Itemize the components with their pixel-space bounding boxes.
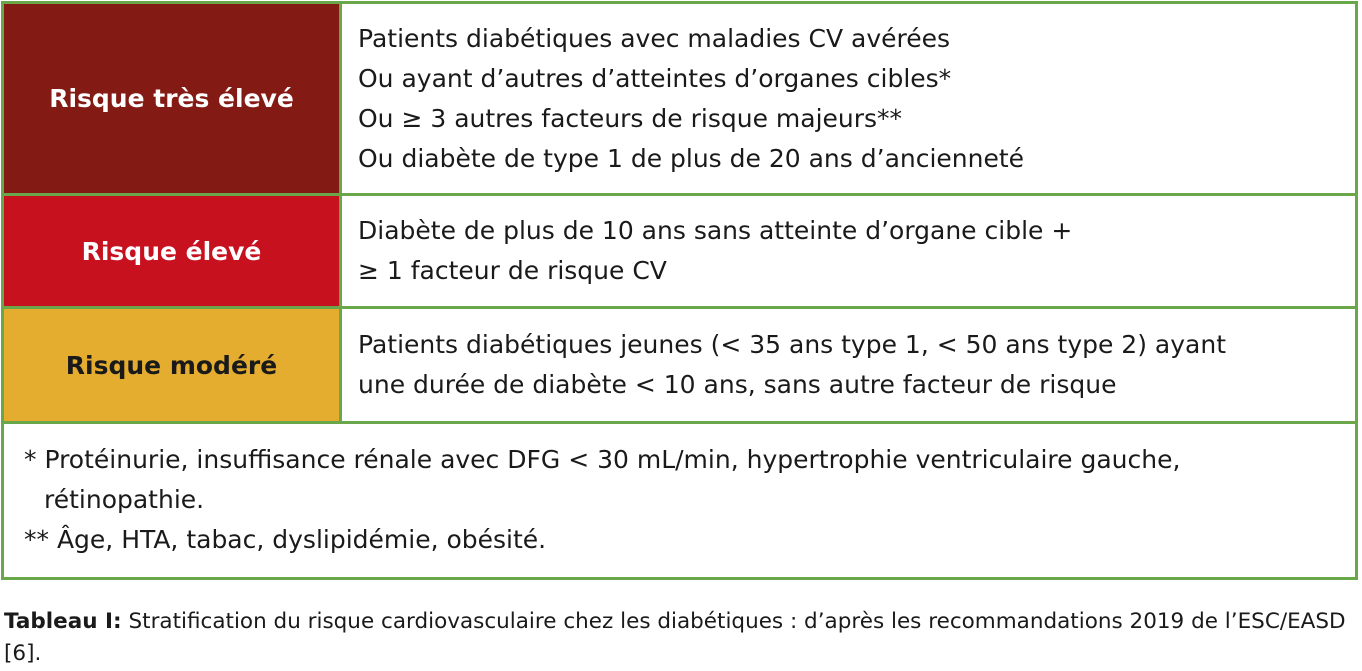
description-line: Ou diabète de type 1 de plus de 20 ans d’ancienneté xyxy=(358,143,1025,173)
caption-text: Stratification du risque cardiovasculaire chez les diabétiques : d’après les recommandations 2019 de l’ESC/EASD [6]. xyxy=(4,609,1346,666)
description-line: ≥ 1 facteur de risque CV xyxy=(358,256,667,285)
description-line: Ou ayant d’autres d’atteintes d’organes cibles* xyxy=(358,63,952,93)
risk-description-high xyxy=(342,196,1355,306)
table-footnotes xyxy=(4,424,1355,577)
caption-label: Tableau I: xyxy=(4,609,122,634)
risk-description-moderate xyxy=(342,309,1355,421)
footnote-target-organs: * Protéinurie, insuffisance rénale avec DFG < 30 mL/min, hypertrophie ventriculaire gauche, xyxy=(24,445,1181,474)
risk-level-high xyxy=(4,196,339,306)
description-line: Patients diabétiques avec maladies CV avérées xyxy=(358,23,951,53)
risk-stratification-table xyxy=(1,1,1358,580)
footnote-risk-factors: ** Âge, HTA, tabac, dyslipidémie, obésité. xyxy=(24,525,547,554)
description-line: Diabète de plus de 10 ans sans atteinte d’organe cible + xyxy=(358,216,1073,245)
description-line: une durée de diabète < 10 ans, sans autre facteur de risque xyxy=(358,370,1117,399)
risk-description-very-high xyxy=(342,4,1355,193)
description-line: Patients diabétiques jeunes (< 35 ans type 1, < 50 ans type 2) ayant xyxy=(358,330,1226,359)
risk-level-very-high xyxy=(4,4,339,193)
risk-level-label: Risque élevé xyxy=(81,236,262,266)
risk-level-label: Risque très élevé xyxy=(49,84,294,113)
description-line: Ou ≥ 3 autres facteurs de risque majeurs** xyxy=(358,103,903,133)
risk-level-label: Risque modéré xyxy=(65,350,278,380)
risk-level-moderate xyxy=(4,309,339,421)
footnote-target-organs-continued: rétinopathie. xyxy=(44,485,205,514)
table-caption xyxy=(4,606,1360,670)
